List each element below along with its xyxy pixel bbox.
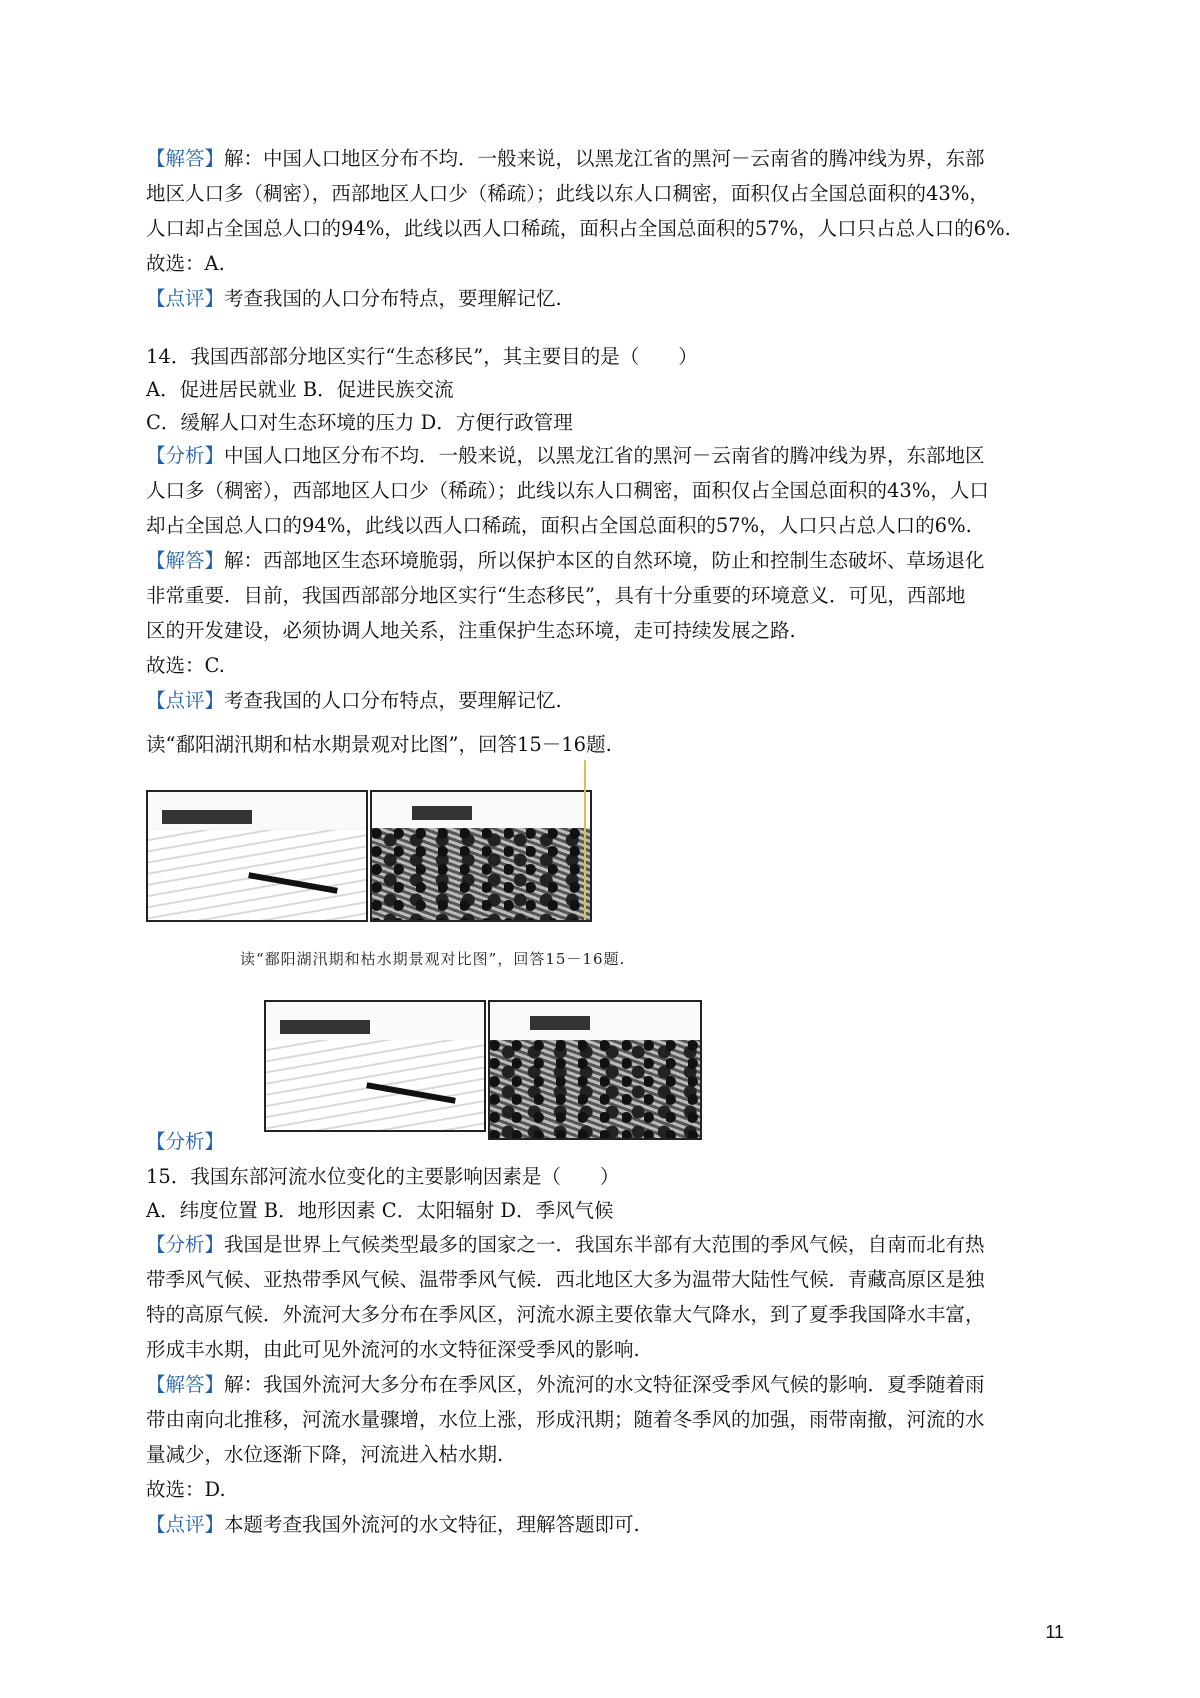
- figure-top: [146, 790, 592, 922]
- text-line: [146, 474, 989, 508]
- text-line: [146, 579, 965, 613]
- line-text: 地区人口多（稠密），西部地区人口少（稀疏）；此线以东人口稠密，面积仅占全国总面积的43%，: [146, 182, 989, 205]
- text-line: [146, 1368, 985, 1402]
- line-text: 解：我国外流河大多分布在季风区，外流河的水文特征深受季风气候的影响．夏季随着雨: [224, 1373, 985, 1396]
- line-text: 故选：D.: [146, 1478, 226, 1501]
- text-line: [146, 649, 225, 683]
- line-text: 非常重要．目前，我国西部部分地区实行“生态移民”，具有十分重要的环境意义．可见，西部地: [146, 584, 966, 607]
- line-text: 解：中国人口地区分布不均．一般来说，以黑龙江省的黑河－云南省的腾冲线为界，东部: [224, 147, 985, 170]
- section-tag: 【解答】: [146, 549, 225, 572]
- text-line: [146, 1194, 614, 1228]
- line-text: C．缓解人口对生态环境的压力 D．方便行政管理: [146, 411, 573, 434]
- text-line: [146, 684, 562, 718]
- section-tag: 【解答】: [146, 147, 225, 170]
- figure-edge-line: [584, 760, 586, 920]
- text-line: [146, 1263, 985, 1297]
- section-tag: 【分析】: [146, 444, 225, 467]
- text-line: [146, 1298, 985, 1332]
- line-text: 故选：C.: [146, 654, 225, 677]
- dry-season-photo: [370, 790, 592, 922]
- text-line: [146, 1333, 640, 1367]
- line-text: 人口却占全国总人口的94%，此线以西人口稀疏，面积占全国总面积的57%，人口只占总人口的6%.: [146, 217, 1011, 240]
- text-line: [146, 544, 985, 578]
- text-line: [146, 1438, 503, 1472]
- flood-season-photo: [146, 790, 368, 922]
- text-line: [146, 1228, 985, 1262]
- text-line: [146, 439, 985, 473]
- flood-season-photo-2: [264, 1000, 486, 1132]
- section-tag: 【点评】: [146, 1513, 225, 1536]
- section-tag: 【点评】: [146, 287, 225, 310]
- line-text: 形成丰水期，由此可见外流河的水文特征深受季风的影响.: [146, 1338, 640, 1361]
- text-line: [146, 177, 989, 211]
- line-text: 15．我国东部河流水位变化的主要影响因素是（ ）: [146, 1165, 620, 1188]
- page-number: 11: [1045, 1622, 1064, 1642]
- line-text: A．纬度位置 B．地形因素 C．太阳辐射 D．季风气候: [146, 1199, 614, 1222]
- line-text: 区的开发建设，必须协调人地关系，注重保护生态环境，走可持续发展之路.: [146, 619, 796, 642]
- text-line: [146, 373, 454, 407]
- line-text: 解：西部地区生态环境脆弱，所以保护本区的自然环境，防止和控制生态破坏、草场退化: [224, 549, 985, 572]
- text-line: [146, 1508, 640, 1542]
- text-line: [146, 1125, 224, 1159]
- section-tag: 【点评】: [146, 689, 225, 712]
- line-text: 读“鄱阳湖汛期和枯水期景观对比图”，回答15－16题.: [146, 733, 612, 756]
- line-text: 人口多（稠密），西部地区人口少（稀疏）；此线以东人口稠密，面积仅占全国总面积的43%，人口: [146, 479, 989, 502]
- text-line: [146, 1403, 985, 1437]
- dry-season-photo-2: [488, 1000, 702, 1140]
- text-line: [146, 247, 225, 281]
- text-line: [146, 728, 612, 762]
- text-line: [146, 406, 573, 440]
- text-line: [146, 212, 1011, 246]
- line-text: A．促进居民就业 B．促进民族交流: [146, 378, 454, 401]
- line-text: 却占全国总人口的94%，此线以西人口稀疏，面积占全国总面积的57%，人口只占总人口的6%.: [146, 514, 972, 537]
- line-text: 带季风气候、亚热带季风气候、温带季风气候．西北地区大多为温带大陆性气候．青藏高原区是独: [146, 1268, 985, 1291]
- text-line: [146, 142, 985, 176]
- line-text: 本题考查我国外流河的水文特征，理解答题即可.: [224, 1513, 640, 1536]
- text-line: [146, 340, 698, 374]
- line-text: 故选：A.: [146, 252, 225, 275]
- section-tag: 【分析】: [146, 1130, 225, 1153]
- line-text: 我国是世界上气候类型最多的国家之一．我国东半部有大范围的季风气候，自南而北有热: [224, 1233, 985, 1256]
- section-tag: 【解答】: [146, 1373, 225, 1396]
- text-line: [146, 1160, 619, 1194]
- figure-caption: 读“鄱阳湖汛期和枯水期景观对比图”，回答15－16题.: [240, 950, 626, 968]
- text-line: [146, 614, 796, 648]
- line-text: 中国人口地区分布不均．一般来说，以黑龙江省的黑河－云南省的腾冲线为界，东部地区: [224, 444, 985, 467]
- line-text: 考查我国的人口分布特点，要理解记忆.: [224, 689, 562, 712]
- text-line: [146, 509, 972, 543]
- line-text: 量减少，水位逐渐下降，河流进入枯水期.: [146, 1443, 504, 1466]
- text-line: [146, 282, 562, 316]
- section-tag: 【分析】: [146, 1233, 225, 1256]
- figure-bottom: [264, 1000, 702, 1140]
- line-text: 考查我国的人口分布特点，要理解记忆.: [224, 287, 562, 310]
- line-text: 14．我国西部部分地区实行“生态移民”，其主要目的是（ ）: [146, 345, 698, 368]
- line-text: 特的高原气候．外流河大多分布在季风区，河流水源主要依靠大气降水，到了夏季我国降水丰富，: [146, 1303, 985, 1326]
- line-text: 带由南向北推移，河流水量骤增，水位上涨，形成汛期；随着冬季风的加强，雨带南撤，河流的水: [146, 1408, 985, 1431]
- text-line: [146, 1473, 226, 1507]
